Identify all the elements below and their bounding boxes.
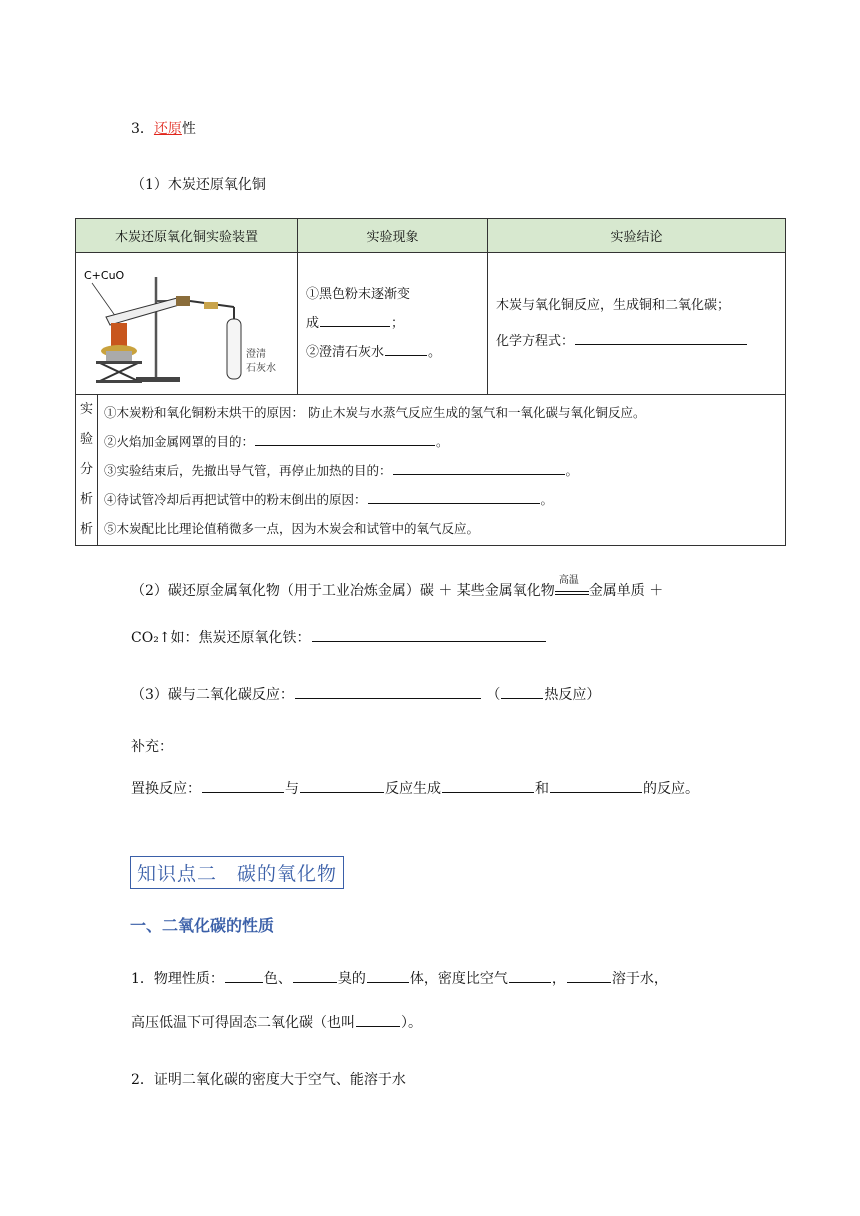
phenomena-cell: [298, 253, 488, 395]
analysis-answer-1: 防止木炭与水蒸气反应生成的氢气和一氧化碳与氧化铜反应。: [308, 404, 646, 420]
analysis-item-3: ③实验结束后，先撤出导气管，再停止加热的目的： 。: [98, 456, 785, 485]
analysis-item-2: ②火焰加金属网罩的目的： 。: [98, 427, 785, 456]
displacement-definition: 置换反应： 与 反应生成 和 的反应。: [131, 778, 699, 798]
reaction-condition: 高温: [555, 581, 589, 595]
table-header-row: [76, 219, 786, 253]
section-number: 3．: [131, 121, 154, 137]
highlight-text: 还原: [153, 121, 182, 137]
analysis-label: 实 验 分 析 析: [76, 395, 98, 546]
header-phenomena: 实验现象: [298, 219, 488, 253]
subsection-2-line1: （2）碳还原金属氧化物（用于工业冶炼金属）碳 ＋ 某些金属氧化物 高温 金属单质 ＋: [131, 575, 664, 599]
phenomena-1b: 成 ；: [306, 309, 487, 338]
knowledge-point-title: 知识点二 碳的氧化物: [130, 856, 344, 889]
lime-label-2: 石灰水: [246, 362, 276, 374]
physical-properties-line1: 1．物理性质： 色、 臭的 体，密度比空气 ， 溶于水，: [131, 968, 668, 988]
item-2: 2．证明二氧化碳的密度大于空气、能溶于水: [131, 1072, 406, 1088]
experiment-table: [75, 218, 786, 546]
table-body-row: [76, 253, 786, 395]
apparatus-cell: [76, 253, 298, 395]
analysis-row: [76, 395, 786, 546]
supplement-label: 补充：: [131, 739, 173, 755]
phenomena-1: ①黑色粉末逐渐变: [306, 287, 411, 302]
conclusion-text: 木炭与氧化铜反应，生成铜和二氧化碳；: [496, 297, 731, 313]
subsection-1-title: （1）木炭还原氧化铜: [131, 177, 266, 193]
analysis-item-4: ④待试管冷却后再把试管中的粉末倒出的原因： 。: [98, 485, 785, 514]
reagent-label: C+CuO: [84, 268, 125, 282]
analysis-content: [98, 395, 786, 546]
section-3-title: [131, 118, 196, 138]
subsection-3: （3）碳与二氧化碳反应： （ 热反应）: [131, 684, 600, 704]
analysis-item-5: ⑤木炭配比比理论值稍微多一点，因为木炭会和试管中的氧气反应。: [104, 520, 480, 536]
section-title: 一、二氧化碳的性质: [130, 916, 275, 935]
equation-line: 化学方程式：: [496, 324, 785, 360]
analysis-item-1: ①木炭粉和氧化铜粉末烘干的原因： 防止木炭与水蒸气反应生成的氢气和一氧化碳与氧化铜反应。: [104, 404, 646, 420]
section-rest: 性: [181, 121, 196, 137]
apparatus-diagram: [76, 259, 296, 389]
header-apparatus: 木炭还原氧化铜实验装置: [76, 219, 298, 253]
physical-properties-line2: 高压低温下可得固态二氧化碳（也叫 ）。: [131, 1012, 422, 1032]
phenomena-2: ②澄清石灰水 。: [306, 338, 487, 367]
subsection-2-line2: CO₂↑如：焦炭还原氧化铁：: [131, 627, 547, 647]
conclusion-cell: [488, 253, 786, 395]
header-conclusion: 实验结论: [488, 219, 786, 253]
lime-label-1: 澄清: [246, 348, 266, 360]
